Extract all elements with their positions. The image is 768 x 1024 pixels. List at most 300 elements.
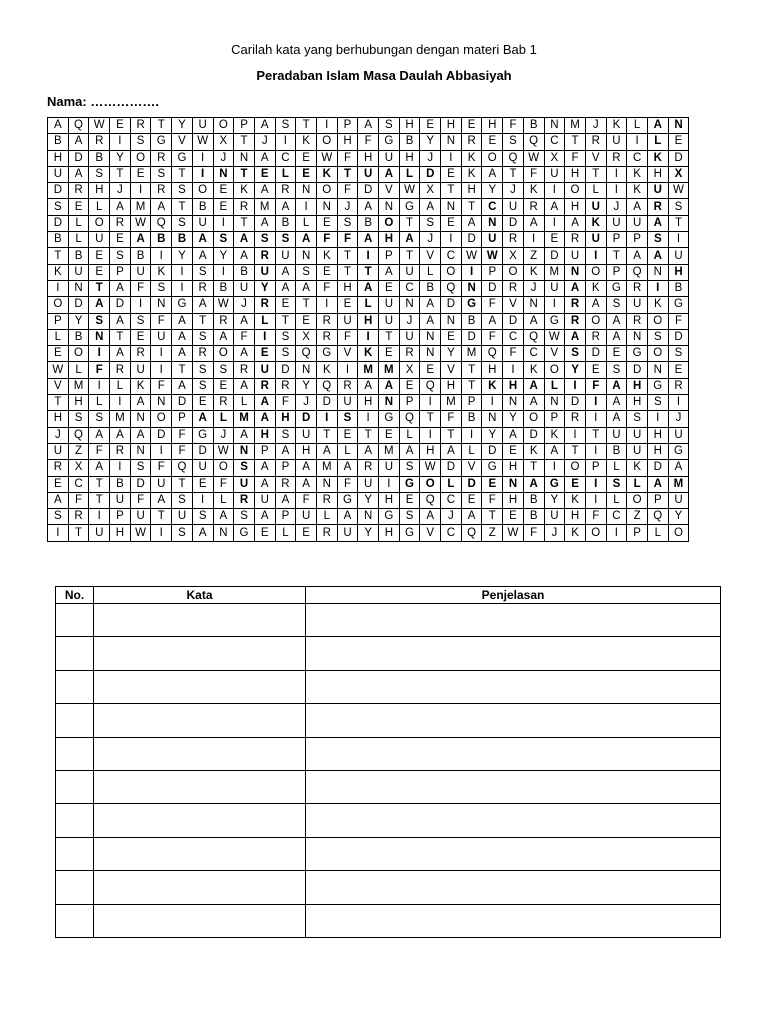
grid-cell: L (275, 166, 296, 182)
grid-cell: E (399, 378, 420, 394)
grid-cell: J (110, 183, 131, 199)
grid-cell: H (358, 150, 379, 166)
grid-cell: O (130, 150, 151, 166)
grid-cell: A (503, 427, 524, 443)
grid-cell: L (89, 395, 110, 411)
answer-row (56, 770, 721, 803)
grid-cell: S (275, 118, 296, 134)
grid-cell: N (544, 118, 565, 134)
grid-cell: O (668, 525, 689, 541)
grid-cell: N (358, 509, 379, 525)
grid-cell: D (48, 183, 69, 199)
grid-cell: I (151, 346, 172, 362)
grid-cell: A (523, 313, 544, 329)
grid-row (48, 476, 689, 492)
answer-no-cell[interactable] (56, 904, 94, 937)
grid-cell: E (68, 199, 89, 215)
grid-cell: V (337, 346, 358, 362)
grid-cell: U (151, 329, 172, 345)
grid-cell: U (110, 492, 131, 508)
grid-cell: H (647, 427, 668, 443)
grid-cell: A (192, 297, 213, 313)
grid-cell: Q (647, 509, 668, 525)
grid-cell: S (565, 346, 586, 362)
grid-cell: E (296, 525, 317, 541)
grid-cell: O (213, 346, 234, 362)
grid-cell: Q (68, 118, 89, 134)
grid-cell: O (482, 150, 503, 166)
grid-cell: E (89, 248, 110, 264)
grid-cell: H (503, 492, 524, 508)
grid-cell: E (668, 134, 689, 150)
grid-cell: J (420, 150, 441, 166)
grid-cell: Y (482, 183, 503, 199)
grid-cell: K (48, 264, 69, 280)
grid-cell: U (606, 427, 627, 443)
grid-cell: Q (420, 492, 441, 508)
grid-cell: K (482, 378, 503, 394)
grid-cell: D (482, 280, 503, 296)
answer-kata-cell[interactable] (94, 704, 306, 737)
grid-row (48, 525, 689, 541)
grid-cell: Y (254, 280, 275, 296)
grid-cell: A (668, 460, 689, 476)
grid-cell: U (337, 313, 358, 329)
grid-cell: K (523, 183, 544, 199)
grid-row (48, 411, 689, 427)
grid-cell: K (523, 362, 544, 378)
grid-cell: U (544, 509, 565, 525)
answer-kata-cell[interactable] (94, 904, 306, 937)
grid-cell: J (668, 411, 689, 427)
grid-cell: L (627, 118, 648, 134)
grid-cell: H (337, 134, 358, 150)
grid-cell: K (647, 297, 668, 313)
grid-cell: O (213, 118, 234, 134)
grid-row (48, 248, 689, 264)
grid-cell: E (48, 476, 69, 492)
grid-cell: F (523, 166, 544, 182)
grid-cell: B (606, 443, 627, 459)
grid-cell: A (172, 378, 193, 394)
grid-cell: N (503, 476, 524, 492)
grid-cell: U (48, 166, 69, 182)
grid-cell: F (585, 378, 606, 394)
grid-cell: H (399, 150, 420, 166)
grid-cell: A (254, 395, 275, 411)
grid-cell: R (48, 460, 69, 476)
grid-cell: E (110, 232, 131, 248)
grid-cell: K (358, 346, 379, 362)
grid-cell: V (503, 297, 524, 313)
grid-cell: A (151, 199, 172, 215)
grid-cell: E (441, 329, 462, 345)
grid-cell: P (606, 232, 627, 248)
grid-cell: I (316, 411, 337, 427)
grid-cell: S (606, 476, 627, 492)
grid-cell: L (627, 476, 648, 492)
grid-cell: D (503, 215, 524, 231)
grid-cell: E (441, 166, 462, 182)
grid-cell: N (441, 313, 462, 329)
grid-cell: F (565, 150, 586, 166)
grid-cell: S (192, 264, 213, 280)
answer-penjelasan-cell[interactable] (306, 837, 721, 870)
grid-cell: G (399, 476, 420, 492)
grid-cell: I (358, 329, 379, 345)
grid-cell: R (213, 395, 234, 411)
grid-cell: Y (441, 346, 462, 362)
grid-cell: X (213, 134, 234, 150)
grid-cell: E (254, 166, 275, 182)
grid-cell: U (337, 525, 358, 541)
grid-cell: A (606, 395, 627, 411)
grid-cell: E (213, 199, 234, 215)
grid-cell: C (482, 199, 503, 215)
grid-cell: E (585, 362, 606, 378)
grid-cell: T (172, 199, 193, 215)
grid-cell: V (172, 134, 193, 150)
grid-cell: Q (68, 427, 89, 443)
grid-cell: I (130, 183, 151, 199)
grid-cell: L (337, 443, 358, 459)
grid-cell: D (151, 427, 172, 443)
grid-cell: A (48, 118, 69, 134)
grid-cell: W (668, 183, 689, 199)
grid-cell: T (172, 166, 193, 182)
grid-cell: N (420, 346, 441, 362)
grid-cell: T (89, 492, 110, 508)
grid-cell: F (337, 150, 358, 166)
grid-cell: F (151, 313, 172, 329)
grid-cell: G (379, 411, 400, 427)
grid-cell: Z (482, 525, 503, 541)
grid-cell: R (68, 183, 89, 199)
grid-cell: D (544, 248, 565, 264)
grid-cell: P (647, 492, 668, 508)
grid-cell: I (503, 362, 524, 378)
grid-cell: B (234, 264, 255, 280)
grid-cell: I (48, 525, 69, 541)
grid-cell: R (316, 329, 337, 345)
grid-cell: K (316, 166, 337, 182)
grid-cell: B (151, 232, 172, 248)
grid-cell: L (234, 395, 255, 411)
grid-cell: P (461, 395, 482, 411)
grid-cell: T (503, 166, 524, 182)
grid-cell: R (585, 329, 606, 345)
grid-cell: T (68, 525, 89, 541)
grid-cell: K (585, 215, 606, 231)
grid-cell: E (379, 346, 400, 362)
grid-cell: I (585, 443, 606, 459)
grid-cell: A (565, 329, 586, 345)
grid-row (48, 134, 689, 150)
grid-cell: E (316, 264, 337, 280)
grid-cell: K (647, 150, 668, 166)
answer-no-cell[interactable] (56, 804, 94, 837)
grid-cell: U (627, 443, 648, 459)
answer-no-cell[interactable] (56, 670, 94, 703)
grid-cell: U (544, 280, 565, 296)
grid-cell: I (89, 509, 110, 525)
word-search-grid (47, 117, 689, 542)
grid-cell: Q (441, 280, 462, 296)
grid-cell: T (399, 248, 420, 264)
grid-cell: E (254, 525, 275, 541)
answer-kata-cell[interactable] (94, 670, 306, 703)
grid-cell: L (585, 183, 606, 199)
grid-cell: N (503, 395, 524, 411)
grid-cell: I (544, 460, 565, 476)
grid-cell: E (130, 329, 151, 345)
grid-cell: N (296, 183, 317, 199)
answer-kata-cell[interactable] (94, 804, 306, 837)
grid-cell: Q (461, 525, 482, 541)
grid-cell: D (585, 346, 606, 362)
grid-cell: I (441, 150, 462, 166)
grid-cell: O (627, 492, 648, 508)
grid-cell: P (110, 264, 131, 280)
grid-cell: U (585, 199, 606, 215)
answer-penjelasan-cell[interactable] (306, 737, 721, 770)
grid-cell: K (296, 134, 317, 150)
grid-cell: U (130, 362, 151, 378)
grid-cell: N (647, 264, 668, 280)
grid-cell: Y (420, 134, 441, 150)
grid-cell: E (606, 346, 627, 362)
grid-cell: F (358, 134, 379, 150)
grid-cell: A (213, 509, 234, 525)
grid-cell: A (89, 427, 110, 443)
answer-penjelasan-cell[interactable] (306, 804, 721, 837)
answer-kata-cell[interactable] (94, 770, 306, 803)
answer-penjelasan-cell[interactable] (306, 604, 721, 637)
grid-cell: R (337, 378, 358, 394)
answer-no-cell[interactable] (56, 737, 94, 770)
grid-cell: B (48, 232, 69, 248)
grid-cell: A (68, 166, 89, 182)
worksheet-topic: Peradaban Islam Masa Daulah Abbasiyah (256, 68, 512, 83)
grid-cell: H (379, 492, 400, 508)
grid-cell: K (151, 264, 172, 280)
answer-kata-cell[interactable] (94, 837, 306, 870)
grid-cell: J (296, 395, 317, 411)
grid-cell: E (461, 118, 482, 134)
grid-cell: S (172, 492, 193, 508)
grid-cell: E (399, 492, 420, 508)
grid-cell: R (192, 280, 213, 296)
answer-no-cell[interactable] (56, 770, 94, 803)
grid-cell: U (234, 476, 255, 492)
answer-penjelasan-cell[interactable] (306, 770, 721, 803)
grid-cell: I (110, 395, 131, 411)
grid-cell: R (68, 509, 89, 525)
answer-penjelasan-cell[interactable] (306, 637, 721, 670)
grid-row (48, 150, 689, 166)
grid-cell: E (420, 118, 441, 134)
grid-cell: A (192, 248, 213, 264)
answer-penjelasan-cell[interactable] (306, 670, 721, 703)
grid-cell: I (544, 297, 565, 313)
grid-cell: U (627, 427, 648, 443)
grid-row (48, 395, 689, 411)
grid-cell: R (110, 215, 131, 231)
answer-no-cell[interactable] (56, 704, 94, 737)
grid-cell: F (234, 329, 255, 345)
grid-cell: R (565, 232, 586, 248)
grid-cell: E (503, 443, 524, 459)
answer-penjelasan-cell[interactable] (306, 871, 721, 904)
grid-cell: T (379, 329, 400, 345)
answer-no-cell[interactable] (56, 837, 94, 870)
grid-cell: Y (296, 378, 317, 394)
grid-cell: A (358, 199, 379, 215)
grid-cell: A (358, 280, 379, 296)
grid-cell: S (130, 460, 151, 476)
grid-cell: V (420, 525, 441, 541)
grid-cell: L (420, 264, 441, 280)
grid-cell: B (523, 118, 544, 134)
grid-cell: T (275, 313, 296, 329)
grid-cell: D (647, 460, 668, 476)
grid-cell: H (565, 199, 586, 215)
grid-row (48, 183, 689, 199)
grid-cell: T (461, 199, 482, 215)
grid-cell: I (110, 460, 131, 476)
answer-penjelasan-cell[interactable] (306, 904, 721, 937)
grid-cell: E (110, 118, 131, 134)
grid-cell: I (172, 264, 193, 280)
answer-row (56, 871, 721, 904)
grid-cell: Y (110, 150, 131, 166)
grid-cell: U (254, 362, 275, 378)
grid-cell: W (482, 248, 503, 264)
grid-cell: C (275, 150, 296, 166)
answer-kata-cell[interactable] (94, 737, 306, 770)
grid-cell: A (48, 492, 69, 508)
grid-cell: E (296, 150, 317, 166)
grid-cell: X (68, 460, 89, 476)
grid-cell: A (130, 232, 151, 248)
grid-cell: T (337, 248, 358, 264)
grid-cell: F (503, 118, 524, 134)
grid-cell: D (482, 443, 503, 459)
grid-cell: A (606, 313, 627, 329)
grid-cell: G (316, 346, 337, 362)
grid-cell: N (213, 166, 234, 182)
grid-cell: Q (523, 134, 544, 150)
grid-cell: E (544, 232, 565, 248)
grid-row (48, 362, 689, 378)
grid-cell: F (130, 280, 151, 296)
grid-cell: J (399, 313, 420, 329)
grid-cell: Q (420, 378, 441, 394)
grid-cell: U (192, 215, 213, 231)
answer-kata-cell[interactable] (94, 604, 306, 637)
answer-kata-cell[interactable] (94, 637, 306, 670)
grid-cell: I (48, 280, 69, 296)
grid-cell: A (275, 443, 296, 459)
grid-cell: N (482, 411, 503, 427)
answer-no-cell[interactable] (56, 637, 94, 670)
grid-cell: F (316, 232, 337, 248)
grid-cell: A (254, 215, 275, 231)
grid-cell: G (544, 313, 565, 329)
answer-row (56, 837, 721, 870)
grid-cell: E (316, 215, 337, 231)
grid-cell: I (668, 232, 689, 248)
grid-cell: F (68, 492, 89, 508)
grid-cell: M (68, 378, 89, 394)
grid-cell: U (192, 460, 213, 476)
grid-cell: Y (503, 411, 524, 427)
grid-cell: U (89, 525, 110, 541)
grid-cell: D (68, 297, 89, 313)
grid-cell: M (130, 199, 151, 215)
grid-cell: Q (151, 215, 172, 231)
column-header-kata: Kata (94, 587, 306, 604)
grid-cell: S (606, 297, 627, 313)
grid-cell: A (544, 199, 565, 215)
grid-cell: A (544, 443, 565, 459)
grid-cell: E (482, 134, 503, 150)
grid-cell: N (234, 443, 255, 459)
grid-row (48, 460, 689, 476)
grid-cell: T (151, 509, 172, 525)
grid-cell: T (399, 215, 420, 231)
grid-cell: D (627, 362, 648, 378)
grid-cell: U (234, 280, 255, 296)
grid-cell: L (399, 427, 420, 443)
grid-cell: R (565, 297, 586, 313)
grid-cell: A (254, 118, 275, 134)
grid-cell: S (192, 362, 213, 378)
grid-cell: T (337, 166, 358, 182)
grid-cell: T (585, 166, 606, 182)
grid-cell: I (585, 476, 606, 492)
answer-no-cell[interactable] (56, 604, 94, 637)
grid-cell: N (151, 395, 172, 411)
grid-cell: O (420, 476, 441, 492)
grid-cell: M (544, 264, 565, 280)
grid-cell: H (627, 378, 648, 394)
grid-cell: U (68, 264, 89, 280)
grid-cell: T (461, 362, 482, 378)
grid-cell: Y (565, 362, 586, 378)
grid-cell: S (89, 411, 110, 427)
grid-cell: M (316, 460, 337, 476)
grid-cell: A (172, 329, 193, 345)
answer-penjelasan-cell[interactable] (306, 704, 721, 737)
grid-cell: S (110, 248, 131, 264)
grid-cell: K (585, 280, 606, 296)
answer-kata-cell[interactable] (94, 871, 306, 904)
grid-row (48, 215, 689, 231)
grid-cell: A (254, 411, 275, 427)
grid-cell: H (275, 411, 296, 427)
answer-no-cell[interactable] (56, 871, 94, 904)
grid-cell: O (316, 134, 337, 150)
grid-cell: O (379, 215, 400, 231)
grid-cell: T (172, 362, 193, 378)
grid-cell: O (585, 313, 606, 329)
grid-cell: W (48, 362, 69, 378)
grid-cell: T (606, 248, 627, 264)
grid-cell: G (668, 297, 689, 313)
grid-cell: R (399, 346, 420, 362)
grid-cell: Z (627, 509, 648, 525)
